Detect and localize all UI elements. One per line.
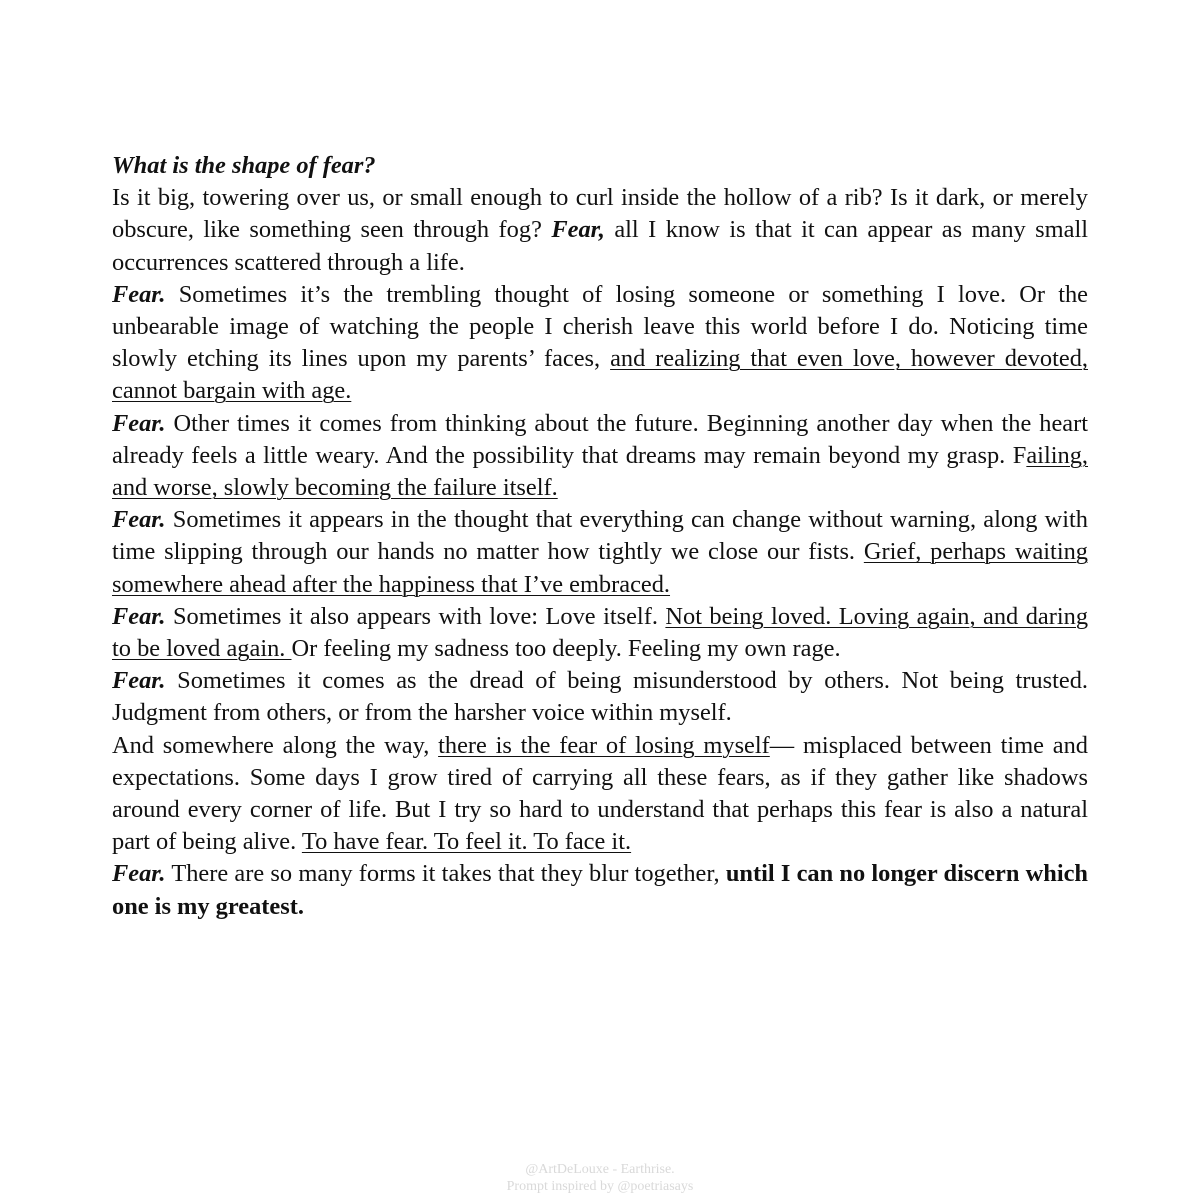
fear-emphasis: Fear. — [112, 280, 166, 308]
inspiration-line: Prompt inspired by @poetriasays — [506, 1179, 694, 1194]
fear-emphasis: Fear. — [112, 602, 166, 630]
closing-bold-phrase: until I can no longer discern which one is my greatest. — [112, 860, 1088, 920]
underlined-phrase: there is the fear of losing myself — [438, 731, 770, 759]
paragraph-4 — [112, 504, 1088, 601]
essay-title — [112, 150, 1088, 182]
paragraph-7-text-mid: — misplaced between time and expectations. Some days I grow tired of carrying all these fears, as if they gather like shadows around every corner of life. But I try so hard to understand that perhaps this fear is also a natural part of being alive. — [112, 731, 1088, 856]
paragraph-1-text: Is it big, towering over us, or small enough to curl inside the hollow of a rib? Is it dark, or merely obscure, like something seen through fog? — [112, 184, 1088, 244]
underlined-phrase: Not being loved. Loving again, and daring to be loved again. — [112, 602, 1089, 663]
underlined-phrase: Grief, perhaps waiting somewhere ahead after the happiness that I’ve embraced. — [112, 538, 1088, 598]
paragraph-3-text: Other times it comes from thinking about the future. Beginning another day when the heart already feels a little weary. And the possibility that dreams may remain beyond my grasp. F — [112, 409, 1088, 469]
paragraph-8 — [112, 858, 1088, 922]
fear-emphasis: Fear. — [112, 506, 166, 534]
paragraph-1 — [112, 182, 1088, 279]
paragraph-5-text-end: Or feeling my sadness too deeply. Feeling my own rage. — [291, 635, 841, 663]
paragraph-7-text: And somewhere along the way, — [112, 731, 439, 759]
watermark-credit — [0, 1161, 1200, 1195]
fear-emphasis: Fear. — [112, 860, 166, 888]
paragraph-1-text-end: all I know is that it can appear as many small occurrences scattered through a life. — [112, 216, 1088, 276]
fear-emphasis: Fear, — [551, 216, 605, 244]
underlined-phrase: To have fear. To feel it. To face it. — [301, 828, 632, 856]
fear-emphasis: Fear. — [112, 409, 166, 437]
paragraph-5 — [112, 601, 1088, 665]
paragraph-2-text: Sometimes it’s the trembling thought of losing someone or something I love. Or the unbearable image of watching the people I cherish leave this world before I do. Noticing time slowly etching its lines upon my parents’ faces, — [112, 280, 1088, 373]
paragraph-2 — [112, 279, 1088, 408]
underlined-phrase: ailing, and worse, slowly becoming the failure itself. — [112, 441, 1088, 502]
essay-body — [112, 150, 1088, 923]
fear-emphasis: Fear. — [112, 667, 166, 695]
paragraph-6 — [112, 665, 1088, 729]
paragraph-7 — [112, 730, 1088, 859]
credit-line: @ArtDeLouxe - Earthrise. — [525, 1162, 675, 1177]
paragraph-8-text: There are so many forms it takes that they blur together, — [165, 860, 726, 888]
paragraph-4-text: Sometimes it appears in the thought that everything can change without warning, along with time slipping through our hands no matter how tightly we close our fists. — [112, 506, 1088, 566]
title-text: What is the shape of fear? — [112, 152, 376, 179]
underlined-phrase: and realizing that even love, however devoted, cannot bargain with age. — [112, 345, 1088, 405]
paragraph-5-text: Sometimes it also appears with love: Love itself. — [165, 602, 666, 630]
paragraph-3 — [112, 408, 1088, 505]
paragraph-6-text: Sometimes it comes as the dread of being misunderstood by others. Not being trusted. Judgment from others, or from the harsher voice within myself. — [112, 667, 1088, 727]
